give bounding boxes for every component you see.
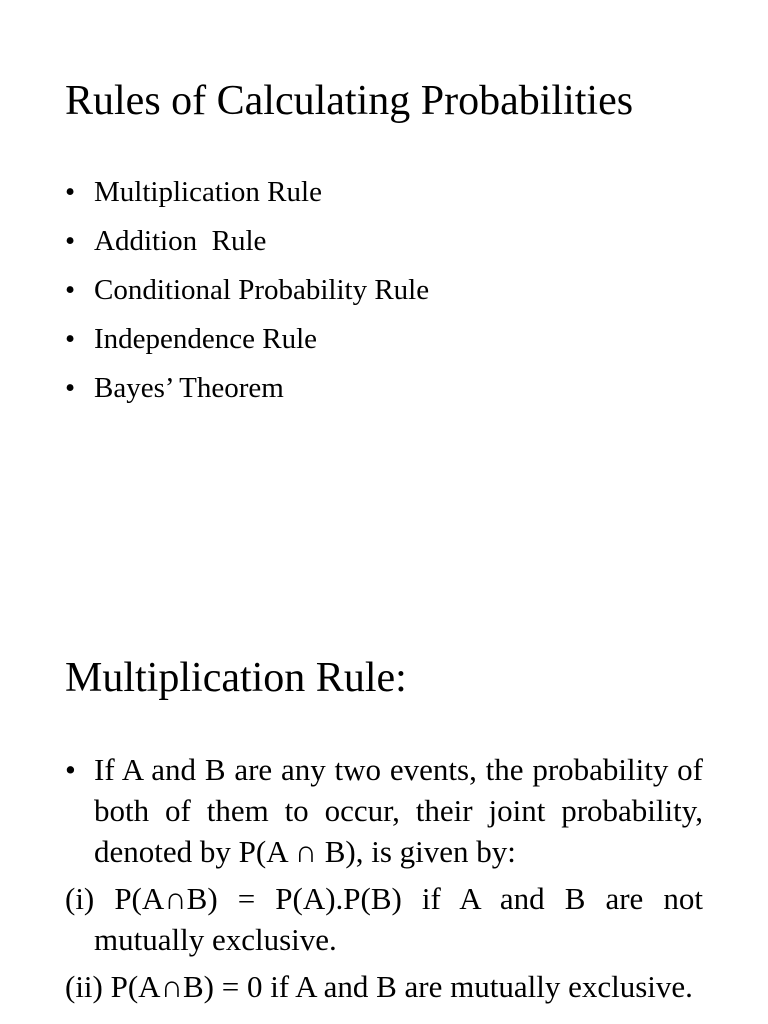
slide-title: Rules of Calculating Probabilities bbox=[65, 78, 634, 124]
rule-ii: (ii) P(A∩B) = 0 if A and B are mutually exclusive. bbox=[65, 969, 693, 1004]
bullet-icon: • bbox=[65, 274, 76, 306]
bullet-icon: • bbox=[65, 323, 76, 355]
rule-i: (i) P(A∩B) = P(A).P(B) if A and B are not mutually exclusive. bbox=[65, 881, 703, 957]
list-item-label: Bayes’ Theorem bbox=[94, 372, 284, 404]
list-item bbox=[65, 223, 429, 272]
slide-title: Multiplication Rule: bbox=[65, 655, 407, 701]
list-item bbox=[65, 370, 429, 419]
list-item-label: Multiplication Rule bbox=[94, 176, 322, 208]
bullet-icon: • bbox=[65, 372, 76, 404]
slide-multiplication-rule bbox=[0, 576, 768, 1024]
list-item bbox=[65, 272, 429, 321]
list-item-label: Independence Rule bbox=[94, 323, 318, 355]
list-item-label: Addition Rule bbox=[94, 225, 267, 257]
definition-paragraph bbox=[65, 749, 703, 872]
rules-list bbox=[65, 174, 429, 419]
definition-text: If A and B are any two events, the probability of both of them to occur, their joint probability, denoted by P(A ∩ B), is given by: bbox=[94, 752, 703, 869]
slide-body bbox=[65, 749, 703, 1013]
bullet-icon: • bbox=[65, 752, 76, 787]
bullet-icon: • bbox=[65, 176, 76, 208]
bullet-icon: • bbox=[65, 225, 76, 257]
list-item bbox=[65, 321, 429, 370]
list-item-label: Conditional Probability Rule bbox=[94, 274, 430, 306]
list-item bbox=[65, 174, 429, 223]
